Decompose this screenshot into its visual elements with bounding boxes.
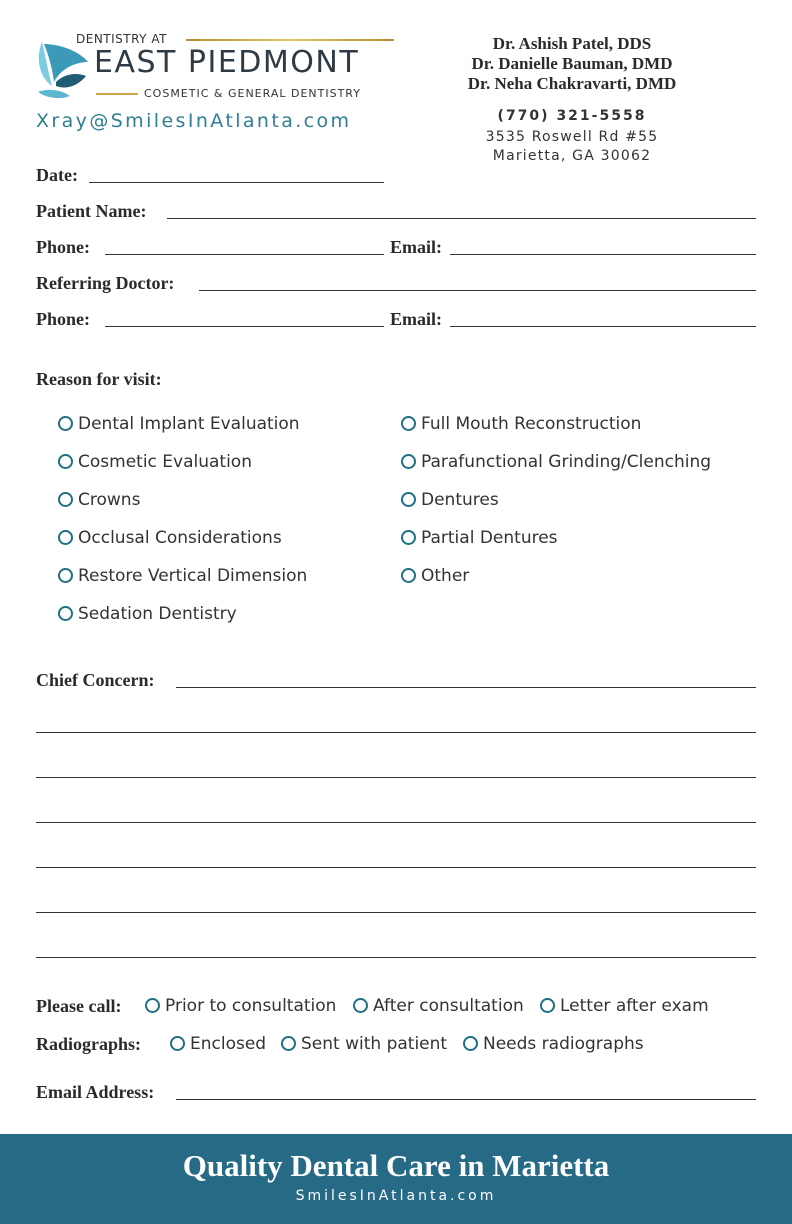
reason-option[interactable]: Full Mouth Reconstruction [401,414,641,434]
chief-concern-field[interactable] [176,687,756,688]
email-address-label: Email Address: [36,1082,155,1102]
chief-concern-line[interactable] [36,732,756,733]
radio-icon[interactable] [540,998,555,1013]
reason-option[interactable]: Occlusal Considerations [58,528,282,548]
reason-option[interactable]: Cosmetic Evaluation [58,452,252,472]
radio-icon[interactable] [58,606,73,621]
patient-name-label: Patient Name: [36,201,147,221]
radiographs-option[interactable]: Sent with patient [281,1034,447,1054]
please-call-option[interactable]: Letter after exam [540,996,709,1016]
logo-sub-text: COSMETIC & GENERAL DENTISTRY [144,87,361,100]
patient-email-label: Email: [390,237,442,257]
doctor-phone-label: Phone: [36,309,90,329]
doctor-email-field[interactable] [450,326,756,327]
radio-icon[interactable] [58,416,73,431]
patient-phone-label: Phone: [36,237,90,257]
patient-email-field[interactable] [450,254,756,255]
radiographs-label: Radiographs: [36,1034,142,1054]
doctor-phone-field[interactable] [105,326,384,327]
radio-icon[interactable] [401,492,416,507]
reason-option[interactable]: Crowns [58,490,140,510]
chief-concern-label: Chief Concern: [36,670,155,690]
please-call-label: Please call: [36,996,122,1016]
practice-logo [34,30,396,106]
reason-for-visit-title: Reason for visit: [36,369,162,389]
radio-icon[interactable] [401,454,416,469]
chief-concern-line[interactable] [36,912,756,913]
doctor-name: Dr. Danielle Bauman, DMD [471,54,673,73]
patient-phone-field[interactable] [105,254,384,255]
please-call-option[interactable]: After consultation [353,996,524,1016]
doctor-email-label: Email: [390,309,442,329]
contact-block [440,34,704,166]
reason-option[interactable]: Other [401,566,469,586]
xray-email: Xray@SmilesInAtlanta.com [36,110,352,132]
reason-option[interactable]: Dental Implant Evaluation [58,414,300,434]
radiographs-option[interactable]: Enclosed [170,1034,266,1054]
radio-icon[interactable] [463,1036,478,1051]
radio-icon[interactable] [145,998,160,1013]
chief-concern-line[interactable] [36,957,756,958]
address-line-2: Marietta, GA 30062 [492,148,652,164]
date-label: Date: [36,165,78,185]
reason-option[interactable]: Sedation Dentistry [58,604,237,624]
reason-option[interactable]: Dentures [401,490,499,510]
reason-option[interactable]: Parafunctional Grinding/Clenching [401,452,711,472]
patient-name-field[interactable] [167,218,756,219]
logo-top-text: DENTISTRY AT [76,32,167,46]
footer-title: Quality Dental Care in Marietta [182,1148,610,1183]
referring-doctor-field[interactable] [199,290,756,291]
chief-concern-line[interactable] [36,777,756,778]
logo-gold-line [186,39,394,41]
email-address-field[interactable] [176,1099,756,1100]
radio-icon[interactable] [401,530,416,545]
radio-icon[interactable] [401,568,416,583]
chief-concern-line[interactable] [36,867,756,868]
radio-icon[interactable] [58,454,73,469]
address-line-1: 3535 Roswell Rd #55 [485,129,659,145]
footer-banner [0,1134,792,1224]
reason-option[interactable]: Restore Vertical Dimension [58,566,307,586]
phone-number: (770) 321-5558 [497,108,647,124]
radio-icon[interactable] [170,1036,185,1051]
date-field[interactable] [89,182,384,183]
referring-doctor-label: Referring Doctor: [36,273,175,293]
radio-icon[interactable] [281,1036,296,1051]
radio-icon[interactable] [58,568,73,583]
chief-concern-line[interactable] [36,822,756,823]
radio-icon[interactable] [401,416,416,431]
doctor-name: Dr. Ashish Patel, DDS [492,34,652,53]
logo-main-text: EAST PIEDMONT [94,45,360,80]
radiographs-option[interactable]: Needs radiographs [463,1034,644,1054]
radio-icon[interactable] [58,492,73,507]
reason-option[interactable]: Partial Dentures [401,528,558,548]
radio-icon[interactable] [353,998,368,1013]
please-call-option[interactable]: Prior to consultation [145,996,336,1016]
radio-icon[interactable] [58,530,73,545]
logo-sub-line [96,93,138,95]
footer-url[interactable]: SmilesInAtlanta.com [295,1188,497,1204]
doctor-name: Dr. Neha Chakravarti, DMD [467,74,677,93]
